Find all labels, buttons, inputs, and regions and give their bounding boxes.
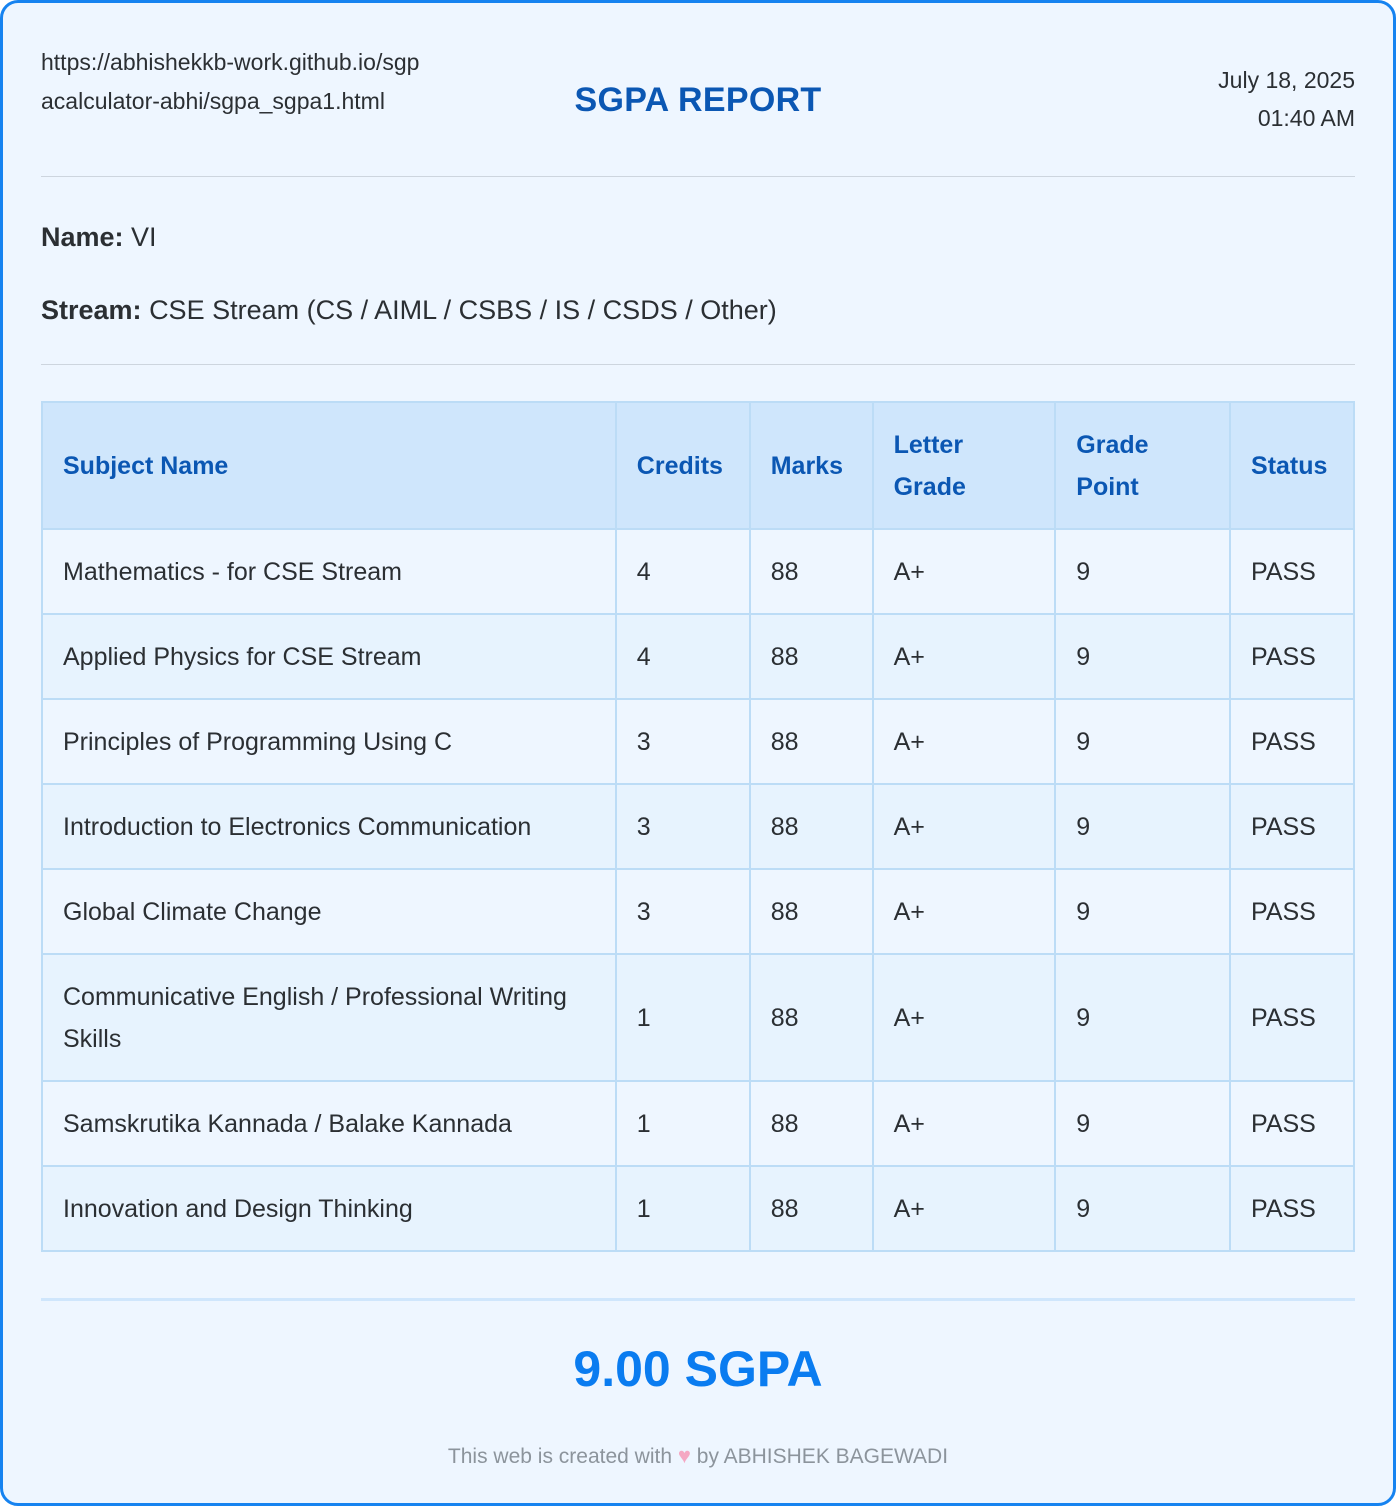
cell-grade-point: 9: [1055, 954, 1230, 1081]
table-row: [42, 1166, 1354, 1251]
cell-credits: 3: [616, 784, 750, 869]
cell-grade-point: 9: [1055, 1166, 1230, 1251]
cell-status: PASS: [1230, 954, 1354, 1081]
header-marks: Marks: [750, 402, 873, 529]
cell-credits: 4: [616, 529, 750, 614]
cell-credits: 1: [616, 954, 750, 1081]
table-row: [42, 784, 1354, 869]
student-name-row: [41, 217, 1355, 257]
cell-letter-grade: A+: [873, 954, 1056, 1081]
cell-grade-point: 9: [1055, 614, 1230, 699]
table-row: [42, 954, 1354, 1081]
cell-credits: 1: [616, 1081, 750, 1166]
cell-subject: Global Climate Change: [42, 869, 616, 954]
cell-grade-point: 9: [1055, 1081, 1230, 1166]
cell-letter-grade: A+: [873, 784, 1056, 869]
report-datetime: [1218, 61, 1355, 137]
table-row: [42, 1081, 1354, 1166]
cell-marks: 88: [750, 1081, 873, 1166]
cell-letter-grade: A+: [873, 529, 1056, 614]
cell-marks: 88: [750, 1166, 873, 1251]
cell-status: PASS: [1230, 1081, 1354, 1166]
report-date: July 18, 2025: [1218, 67, 1355, 93]
cell-grade-point: 9: [1055, 784, 1230, 869]
name-label: Name:: [41, 222, 124, 252]
cell-credits: 3: [616, 699, 750, 784]
footer-prefix: This web is created with: [447, 1445, 673, 1468]
table-row: [42, 869, 1354, 954]
cell-marks: 88: [750, 869, 873, 954]
cell-marks: 88: [750, 699, 873, 784]
cell-status: PASS: [1230, 784, 1354, 869]
cell-marks: 88: [750, 954, 873, 1081]
name-value: VI: [131, 222, 157, 252]
table-row: [42, 699, 1354, 784]
cell-grade-point: 9: [1055, 699, 1230, 784]
cell-letter-grade: A+: [873, 869, 1056, 954]
cell-status: PASS: [1230, 1166, 1354, 1251]
report-time: 01:40 AM: [1257, 105, 1355, 131]
cell-subject: Applied Physics for CSE Stream: [42, 614, 616, 699]
sgpa-result: 9.00 SGPA: [573, 1341, 823, 1397]
stream-label: Stream:: [41, 295, 142, 325]
table-row: [42, 614, 1354, 699]
header-grade-point: Grade Point: [1055, 402, 1230, 529]
cell-marks: 88: [750, 529, 873, 614]
report-header: [41, 3, 1355, 177]
cell-credits: 4: [616, 614, 750, 699]
cell-status: PASS: [1230, 529, 1354, 614]
cell-subject: Introduction to Electronics Communication: [42, 784, 616, 869]
cell-letter-grade: A+: [873, 614, 1056, 699]
footer-credit: [41, 1443, 1355, 1469]
cell-credits: 3: [616, 869, 750, 954]
footer-suffix: by ABHISHEK BAGEWADI: [696, 1445, 949, 1468]
stream-value: CSE Stream (CS / AIML / CSBS / IS / CSDS / Other): [149, 295, 777, 325]
cell-status: PASS: [1230, 699, 1354, 784]
cell-marks: 88: [750, 784, 873, 869]
cell-status: PASS: [1230, 869, 1354, 954]
cell-status: PASS: [1230, 614, 1354, 699]
cell-grade-point: 9: [1055, 529, 1230, 614]
student-info: [41, 177, 1355, 365]
cell-credits: 1: [616, 1166, 750, 1251]
header-credits: Credits: [616, 402, 750, 529]
header-status: Status: [1230, 402, 1354, 529]
heart-icon: ♥: [677, 1443, 691, 1468]
cell-letter-grade: A+: [873, 1081, 1056, 1166]
cell-letter-grade: A+: [873, 1166, 1056, 1251]
cell-subject: Principles of Programming Using C: [42, 699, 616, 784]
header-subject-name: Subject Name: [42, 402, 616, 529]
cell-subject: Samskrutika Kannada / Balake Kannada: [42, 1081, 616, 1166]
result-divider: [41, 1298, 1355, 1301]
cell-subject: Communicative English / Professional Writing Skills: [42, 954, 616, 1081]
header-letter-grade: Letter Grade: [873, 402, 1056, 529]
grades-table: [41, 401, 1355, 1252]
page-title: SGPA REPORT: [574, 81, 822, 119]
cell-subject: Mathematics - for CSE Stream: [42, 529, 616, 614]
table-header-row: [42, 402, 1354, 529]
cell-letter-grade: A+: [873, 699, 1056, 784]
cell-subject: Innovation and Design Thinking: [42, 1166, 616, 1251]
page-url: https://abhishekkb-work.github.io/sgpacalculator-abhi/sgpa_sgpa1.html: [41, 49, 420, 114]
cell-grade-point: 9: [1055, 869, 1230, 954]
table-row: [42, 529, 1354, 614]
cell-marks: 88: [750, 614, 873, 699]
student-stream-row: [41, 290, 1355, 330]
